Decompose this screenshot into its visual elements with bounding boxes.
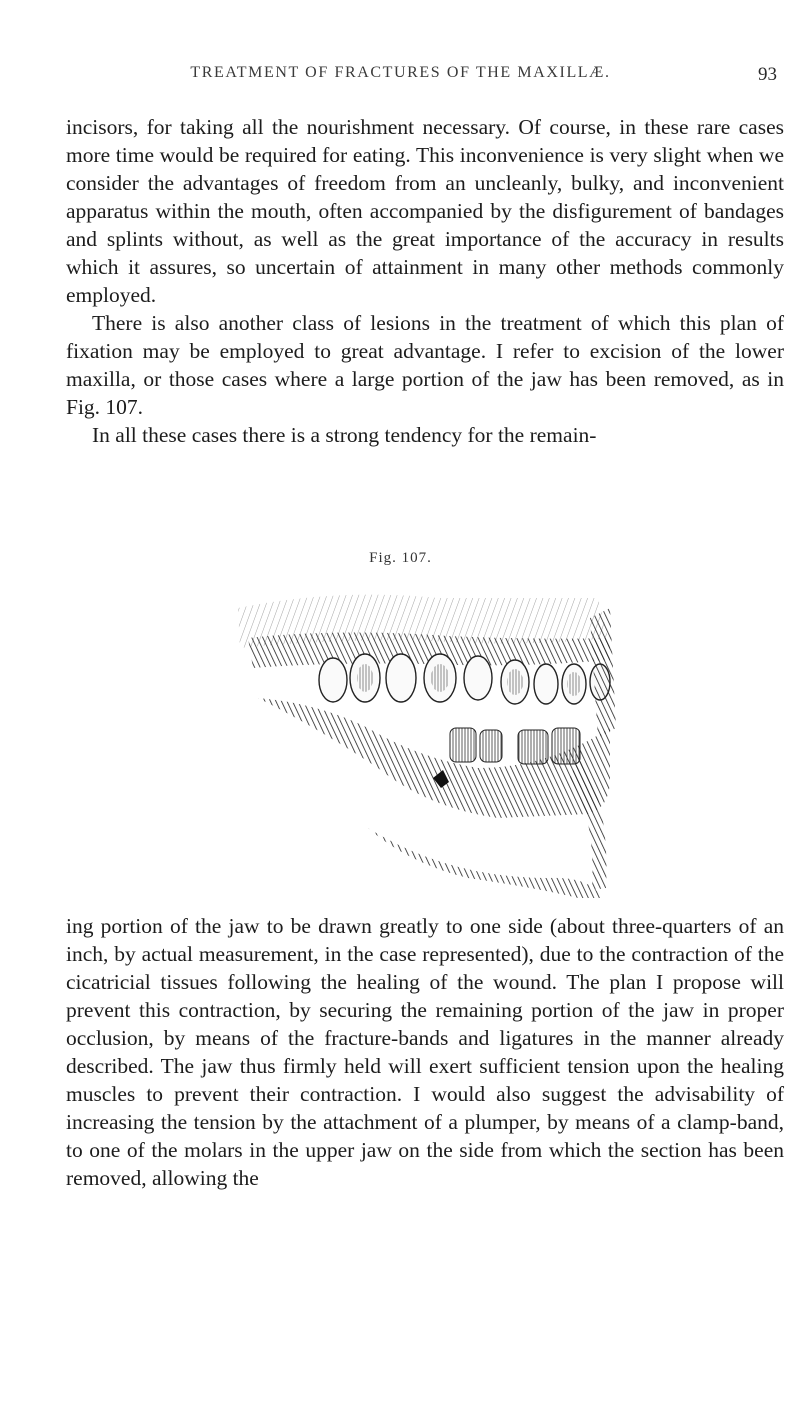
running-head	[0, 64, 801, 88]
jaw-engraving-icon	[218, 578, 618, 898]
text-block-bottom	[66, 912, 784, 1192]
paragraph: There is also another class of lesions in the treatment of which this plan of fixation may be employed to great advantage. I refer to excision of the lower maxilla, or those cases where a large portion of the jaw has been removed, as in Fig. 107.	[66, 311, 784, 419]
paragraph: In all these cases there is a strong tendency for the remain-	[92, 423, 597, 447]
paragraph: ing portion of the jaw to be drawn greatly to one side (about three-quarters of an inch, by actual measurement, in the case represented), due to the contraction of the cicatricial tissues following the healing of the wound. The plan I propose will prevent this contraction, by securing the remaining portion of the jaw in proper occlusion, by means of the fracture-bands and ligatures in the manner already described. The jaw thus firmly held will exert sufficient tension upon the healing muscles to prevent their contraction. I would also suggest the advisability of increasing the tension by the attachment of a plumper, by means of a clamp-band, to one of the molars in the upper jaw on the side from which the section has been removed, allowing the	[66, 914, 784, 1190]
figure-caption: Fig. 107.	[369, 550, 432, 566]
running-title: TREATMENT OF FRACTURES OF THE MAXILLÆ.	[190, 64, 611, 81]
page-number: 93	[758, 64, 777, 85]
text-block-top	[66, 113, 784, 449]
figure	[218, 578, 618, 898]
paragraph: incisors, for taking all the nourishment necessary. Of course, in these rare cases more time would be required for eating. This inconvenience is very slight when we consider the advantages of freedom from an uncleanly, bulky, and inconvenient apparatus within the mouth, often accompanied by the disfigurement of bandages and splints without, as well as the great importance of the accuracy in results which it assures, so uncertain of attainment in many other methods commonly employed.	[66, 115, 784, 307]
